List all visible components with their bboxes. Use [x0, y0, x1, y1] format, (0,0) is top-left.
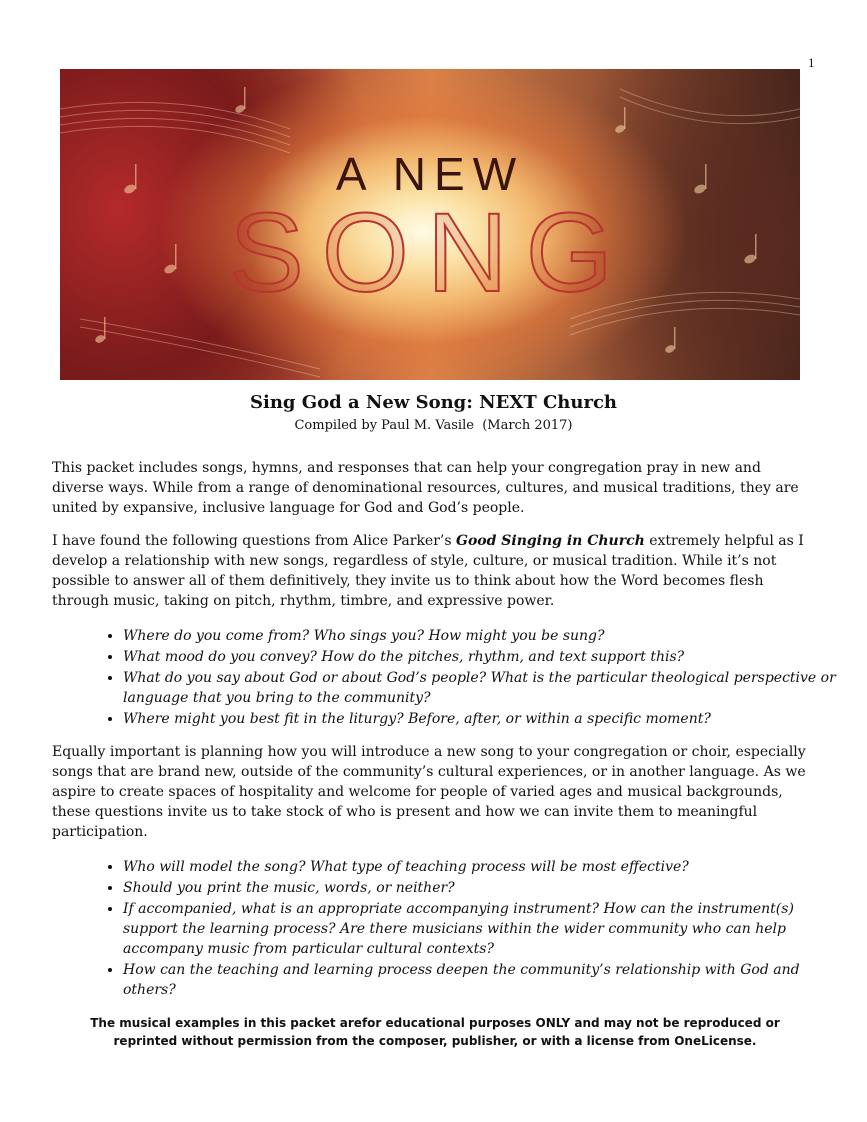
list-item: • What do you say about God or about God’s people? What is the particular theological perspective or language that you bring to the community? — [123, 668, 838, 708]
list-item: • Who will model the song? What type of teaching process will be most effective? — [123, 857, 838, 877]
copyright-notice: The musical examples in this packet arefor educational purposes ONLY and may not be reproduced or reprinted without permission from the composer, publisher, or with a license from OneLicense. — [90, 1016, 780, 1048]
teaching-questions-list — [95, 857, 838, 1001]
banner-line1: A NEW — [335, 148, 525, 200]
list-item: • How can the teaching and learning process deepen the community’s relationship with God and others? — [123, 960, 838, 1000]
list-item: • What mood do you convey? How do the pitches, rhythm, and text support this? — [123, 647, 838, 667]
intro-paragraph: This packet includes songs, hymns, and responses that can help your congregation pray in new and diverse ways. While from a range of denominational resources, cultures, and musical traditions, they are united by expansive, inclusive language for God and God’s people. — [52, 460, 799, 516]
paragraph-text-after: extremely helpful as I develop a relationship with new songs, regardless of style, culture, or musical tradition. While it’s not possible to answer all of them definitively, they invite us to think about how the Word becomes flesh through music, taking on pitch, rhythm, timbre, and expressive power. — [52, 533, 804, 609]
song-questions-list — [95, 626, 838, 730]
banner-line2: SONG — [229, 190, 631, 315]
list-item: • Where might you best fit in the liturgy? Before, after, or within a specific moment? — [123, 709, 838, 729]
book-title: Good Singing in Church — [455, 533, 645, 549]
list-item: • If accompanied, what is an appropriate accompanying instrument? How can the instrument(s) support the learning process? Are there musicians within the wider community who can help accompany music from particular cultural contexts? — [123, 899, 838, 959]
banner-image — [60, 69, 800, 380]
document-title: Sing God a New Song: NEXT Church — [249, 392, 618, 413]
list-item: • Should you print the music, words, or neither? — [123, 878, 838, 898]
list-item: • Where do you come from? Who sings you? How might you be sung? — [123, 626, 838, 646]
planning-paragraph: Equally important is planning how you will introduce a new song to your congregation or choir, especially songs that are brand new, outside of the community’s cultural experiences, or in another language. As we aspire to create spaces of hospitality and welcome for people of varied ages and musical backgrounds, these questions invite us to take stock of who is present and how we can invite them to meaningful participation. — [52, 744, 806, 840]
questions-intro-paragraph — [52, 531, 812, 611]
document-subtitle: Compiled by Paul M. Vasile (March 2017) — [294, 418, 573, 433]
page-number: 1 — [808, 55, 815, 70]
paragraph-text-before: I have found the following questions from Alice Parker’s — [52, 533, 456, 549]
